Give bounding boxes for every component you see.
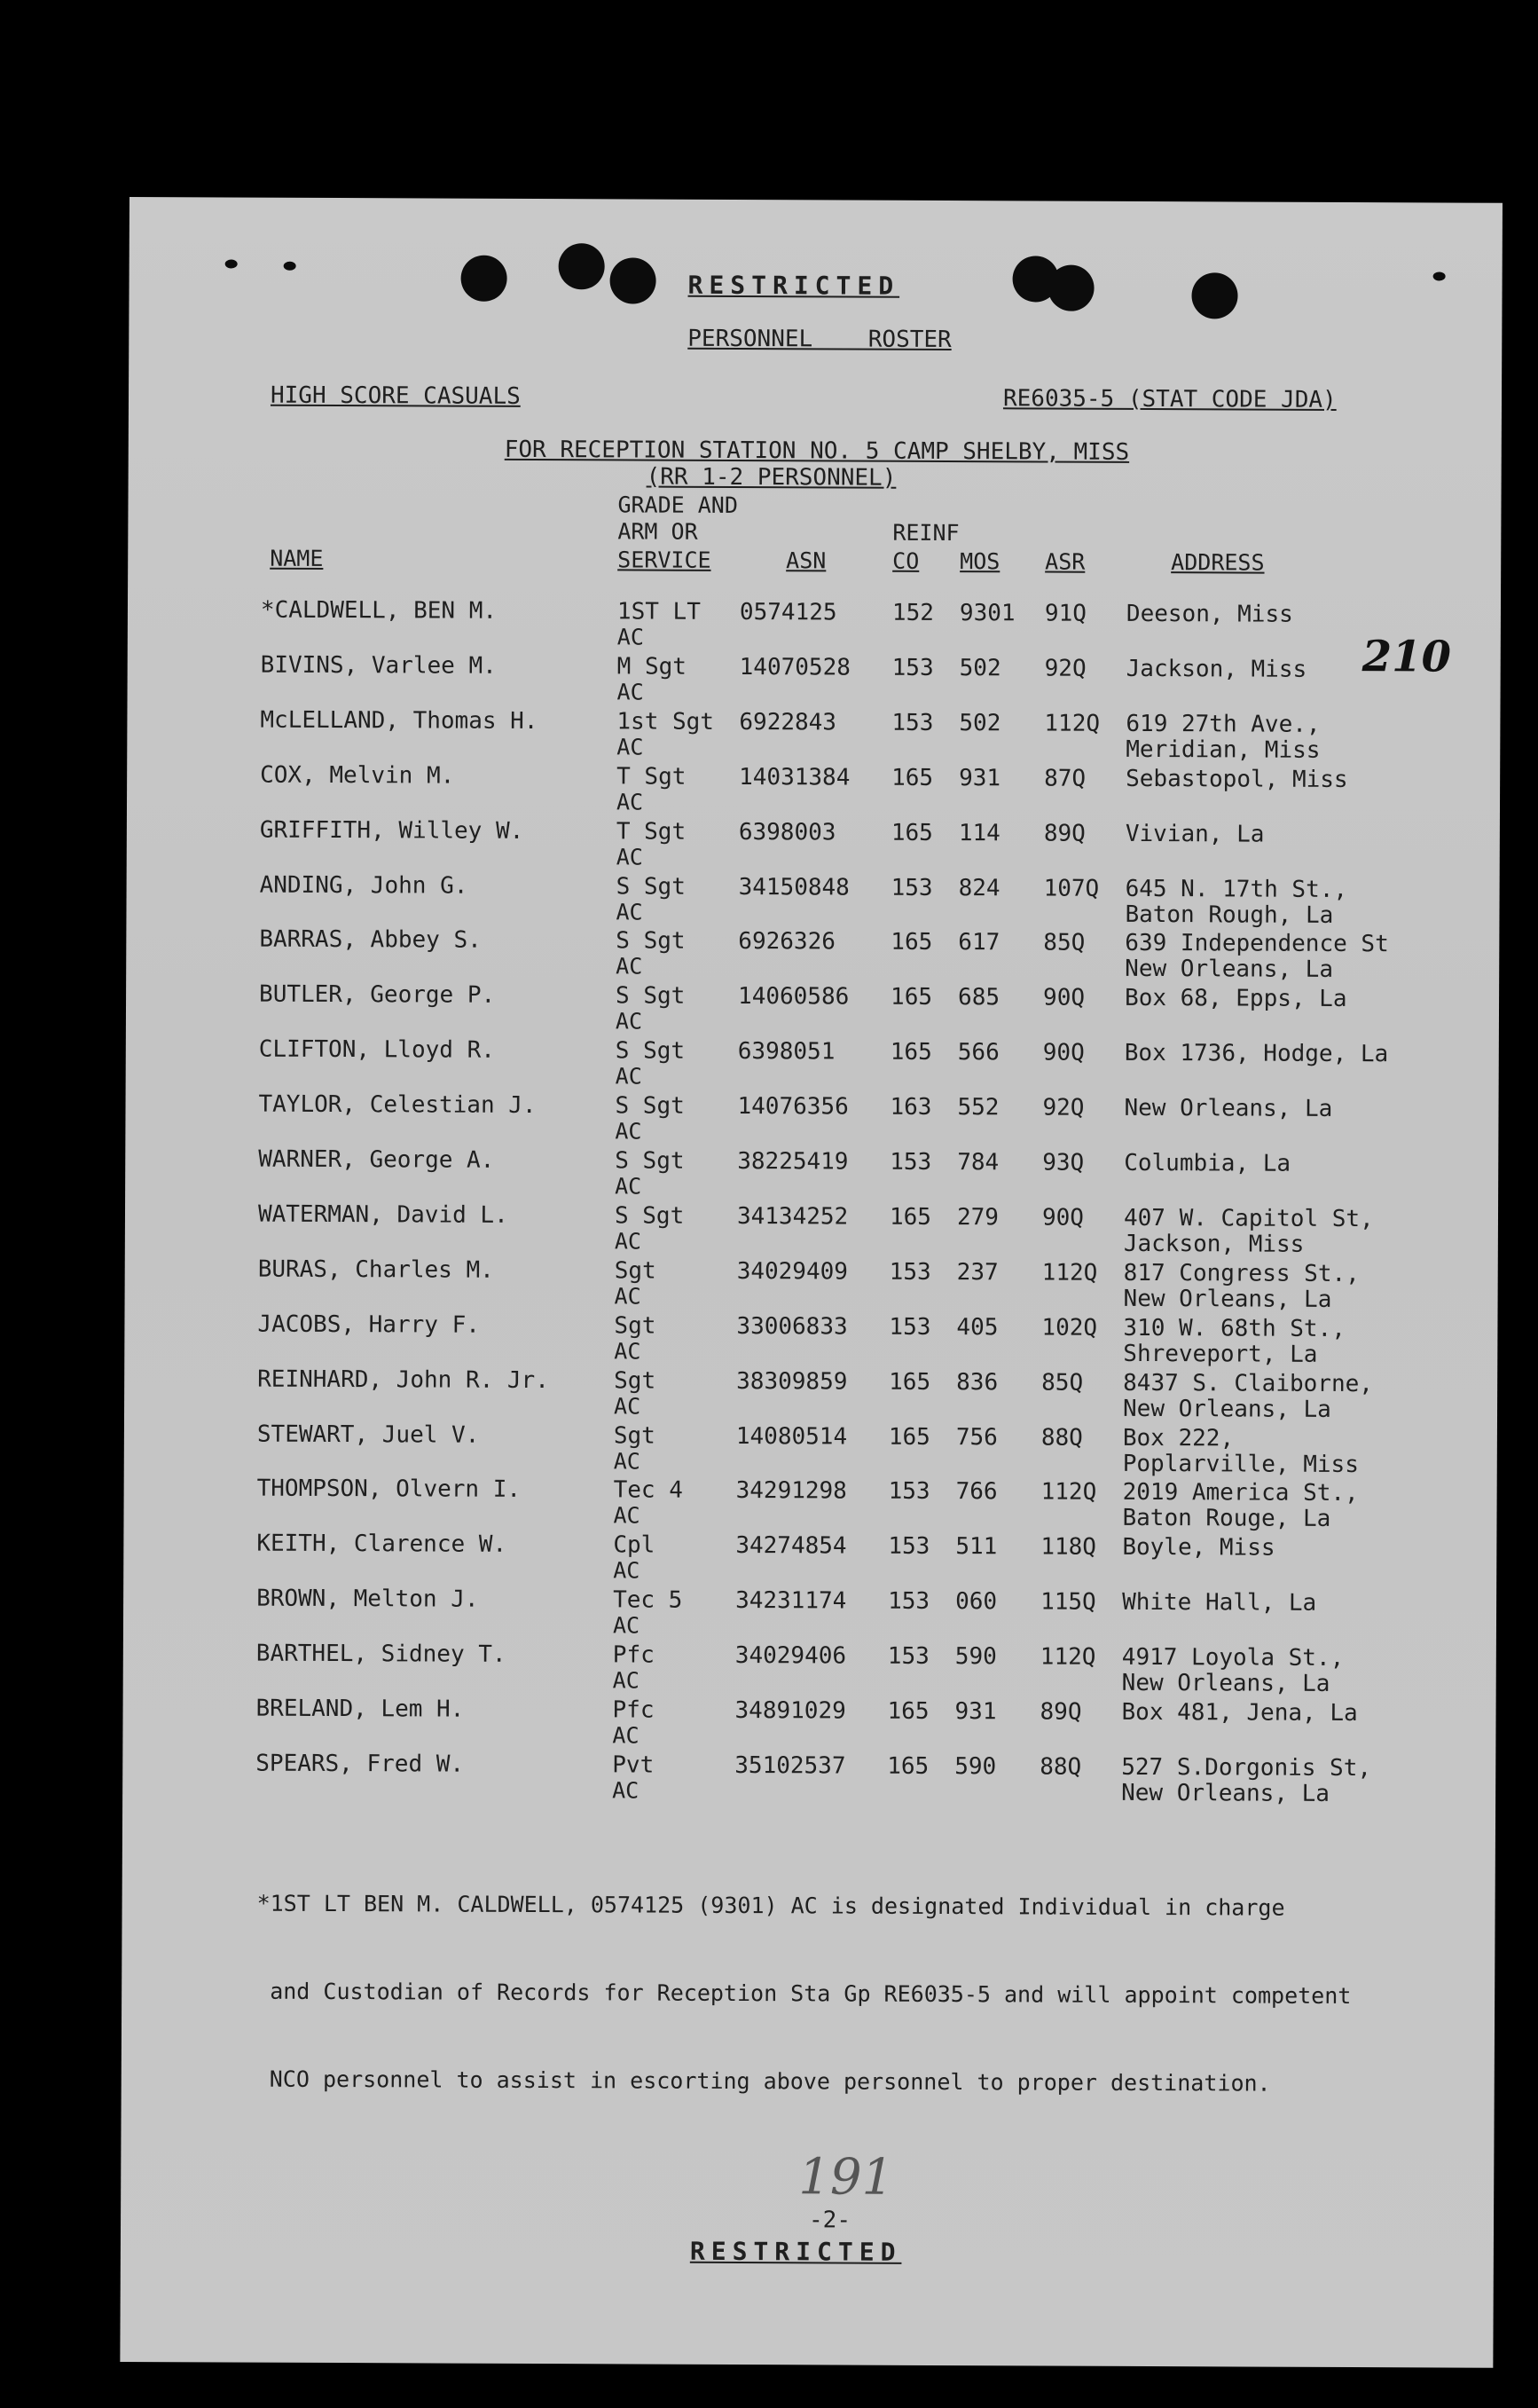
cell-co: 165 (891, 764, 934, 791)
cell-co: 163 (890, 1093, 932, 1121)
cell-addr2: Shreveport, La (1123, 1340, 1318, 1368)
cell-asn: 34029409 (736, 1257, 849, 1286)
cell-name: BURAS, Charles M. (257, 1255, 494, 1284)
cell-co: 153 (891, 709, 934, 736)
cell-co: 153 (890, 1148, 932, 1176)
cell-asr: 92Q (1044, 655, 1087, 682)
cell-addr1: 310 W. 68th St., (1123, 1314, 1346, 1342)
cell-grade: Sgt (613, 1421, 655, 1450)
cell-mos: 590 (954, 1643, 997, 1671)
cell-addr2: New Orleans, La (1123, 1285, 1332, 1313)
punch-hole (609, 257, 655, 303)
col-co: CO (892, 547, 920, 574)
cell-addr1: 619 27th Ave., (1126, 710, 1321, 738)
cell-addr2: New Orleans, La (1122, 1395, 1331, 1423)
cell-addr1: 639 Independence St (1125, 930, 1389, 958)
cell-co: 153 (888, 1478, 930, 1506)
cell-co: 165 (887, 1752, 930, 1780)
cell-name: BIVINS, Varlee M. (260, 651, 497, 680)
cell-asr: 93Q (1042, 1149, 1085, 1176)
cell-name: BARTHEL, Sidney T. (255, 1640, 506, 1668)
cell-co: 165 (888, 1423, 930, 1451)
cell-mos: 9301 (959, 600, 1016, 627)
cell-asn: 38309859 (736, 1367, 848, 1396)
cell-grade: S Sgt (615, 1092, 685, 1120)
cell-grade: Tec 5 (613, 1586, 683, 1614)
cell-addr1: 527 S.Dorgonis St, (1121, 1753, 1372, 1782)
cell-mos: 784 (957, 1149, 1000, 1176)
cell-grade: S Sgt (616, 872, 686, 901)
left-heading: HIGH SCORE CASUALS (270, 382, 521, 410)
cell-asr: 85Q (1043, 929, 1086, 957)
cell-co: 165 (889, 1368, 931, 1396)
cell-asn: 34150848 (738, 873, 850, 901)
cell-asn: 14031384 (739, 763, 851, 791)
cell-co: 153 (889, 1313, 931, 1341)
cell-co: 153 (888, 1587, 930, 1616)
cell-grade: Pfc (612, 1641, 655, 1669)
cell-asn: 34291298 (735, 1477, 847, 1505)
cell-mos: 836 (956, 1368, 999, 1396)
cell-grade: M Sgt (616, 653, 687, 681)
cell-name: BARRAS, Abbey S. (259, 926, 482, 955)
cell-grade: S Sgt (615, 1037, 686, 1065)
cell-arm: AC (613, 1557, 640, 1584)
cell-co: 153 (887, 1642, 930, 1671)
cell-asr: 90Q (1041, 1204, 1085, 1232)
cell-co: 153 (888, 1533, 930, 1561)
cell-mos: 511 (955, 1533, 998, 1561)
col-mos: MOS (960, 548, 1000, 575)
cell-addr2: Baton Rouge, La (1122, 1505, 1331, 1533)
cell-grade: Tec 4 (613, 1476, 683, 1505)
punch-hole (460, 256, 506, 302)
cell-asr: 115Q (1040, 1588, 1096, 1616)
cell-arm: AC (616, 953, 643, 980)
cell-arm: AC (614, 1228, 642, 1255)
cell-grade: Sgt (614, 1312, 656, 1340)
footnote-line: *1ST LT BEN M. CALDWELL, 0574125 (9301) AC is designated Individual in charge (256, 1890, 1285, 1921)
cell-asn: 14076356 (737, 1093, 849, 1121)
cell-name: TAYLOR, Celestian J. (258, 1090, 537, 1120)
cell-name: WARNER, George A. (258, 1145, 495, 1174)
cell-asn: 6398003 (738, 818, 836, 846)
cell-arm: AC (616, 679, 644, 705)
cell-asn: 34231174 (735, 1587, 847, 1615)
cell-asr: 102Q (1041, 1314, 1098, 1342)
cell-addr2: New Orleans, La (1125, 956, 1334, 984)
cell-mos: 566 (957, 1039, 1000, 1066)
cell-mos: 756 (955, 1423, 998, 1451)
cell-addr1: Box 1736, Hodge, La (1124, 1040, 1389, 1068)
cell-addr1: 817 Congress St., (1123, 1259, 1360, 1287)
cell-co: 165 (891, 929, 933, 956)
cell-grade: S Sgt (616, 982, 686, 1011)
cell-co: 153 (891, 874, 933, 901)
handwritten-number: 210 (1361, 632, 1452, 682)
cell-asn: 34029406 (734, 1642, 847, 1670)
cell-name: GRIFFITH, Willey W. (259, 816, 524, 845)
right-heading: RE6035-5 (STAT CODE JDA) (1002, 385, 1337, 413)
station-sub: (RR 1-2 PERSONNEL) (646, 463, 897, 492)
footnote-line: NCO personnel to assist in escorting above personnel to proper destination. (255, 2066, 1271, 2097)
cell-asr: 91Q (1044, 600, 1087, 627)
cell-name: STEWART, Juel V. (256, 1420, 480, 1449)
cell-mos: 552 (957, 1094, 1000, 1121)
punch-hole (1433, 271, 1446, 280)
cell-arm: AC (613, 1502, 640, 1529)
cell-name: SPEARS, Fred W. (255, 1750, 465, 1778)
restricted-header: RESTRICTED (687, 270, 900, 301)
cell-mos: 685 (958, 984, 1000, 1011)
cell-asr: 112Q (1040, 1478, 1097, 1507)
cell-asr: 112Q (1041, 1259, 1098, 1287)
roster-title: PERSONNEL ROSTER (687, 325, 952, 354)
cell-addr1: Columbia, La (1124, 1149, 1291, 1177)
cell-arm: AC (612, 1612, 640, 1639)
cell-asr: 90Q (1042, 1039, 1085, 1066)
cell-addr2: New Orleans, La (1121, 1669, 1330, 1698)
cell-arm: AC (612, 1667, 640, 1694)
restricted-footer: RESTRICTED (689, 2236, 902, 2267)
cell-co: 165 (891, 984, 933, 1011)
col-address: ADDRESS (1171, 549, 1265, 576)
cell-addr2: Baton Rough, La (1125, 901, 1334, 929)
cell-asr: 92Q (1042, 1094, 1085, 1121)
cell-asr: 87Q (1044, 765, 1087, 792)
cell-mos: 060 (955, 1588, 998, 1616)
cell-asr: 112Q (1040, 1643, 1096, 1671)
cell-mos: 237 (956, 1258, 999, 1287)
col-asr: ASR (1045, 548, 1086, 575)
cell-asn: 33006833 (736, 1312, 848, 1341)
cell-arm: AC (616, 843, 643, 870)
cell-arm: AC (616, 898, 643, 925)
cell-addr1: 2019 America St., (1122, 1479, 1359, 1507)
cell-addr1: Box 222, (1122, 1424, 1235, 1452)
cell-grade: Pvt (612, 1751, 655, 1779)
cell-mos: 502 (959, 654, 1001, 682)
cell-asn: 35102537 (734, 1751, 846, 1780)
cell-asn: 34891029 (734, 1696, 846, 1725)
col-asn: ASN (786, 547, 827, 574)
cell-grade: Sgt (614, 1257, 656, 1285)
cell-asn: 6398051 (737, 1038, 836, 1066)
cell-addr1: Jackson, Miss (1126, 655, 1307, 683)
cell-addr1: Box 68, Epps, La (1125, 985, 1347, 1013)
cell-grade: S Sgt (616, 927, 686, 956)
cell-mos: 405 (956, 1313, 999, 1341)
cell-co: 153 (891, 654, 934, 681)
cell-arm: AC (614, 1338, 641, 1365)
cell-name: *CALDWELL, BEN M. (260, 596, 498, 625)
cell-grade: Cpl (613, 1531, 655, 1559)
cell-addr1: 4917 Loyola St., (1121, 1643, 1345, 1672)
cell-asr: 90Q (1043, 984, 1086, 1012)
cell-addr2: Meridian, Miss (1126, 736, 1321, 764)
col-reinf: REINF (892, 519, 960, 547)
cell-mos: 279 (956, 1203, 1000, 1232)
footnote-line: and Custodian of Records for Reception Sta Gp RE6035-5 and will appoint competent (256, 1978, 1352, 2010)
cell-name: WATERMAN, David L. (257, 1200, 508, 1229)
cell-arm: AC (612, 1777, 640, 1804)
cell-addr1: Vivian, La (1125, 820, 1265, 848)
cell-asr: 112Q (1044, 710, 1101, 737)
cell-grade: Sgt (614, 1366, 656, 1395)
cell-co: 165 (891, 819, 933, 846)
cell-co: 165 (890, 1038, 932, 1066)
cell-asn: 38225419 (737, 1148, 849, 1176)
cell-addr1: Deeson, Miss (1126, 600, 1293, 628)
cell-asr: 89Q (1043, 820, 1086, 847)
cell-mos: 617 (958, 929, 1000, 956)
cell-arm: AC (616, 734, 644, 760)
page-number: -2- (808, 2207, 851, 2234)
cell-name: BUTLER, George P. (259, 980, 496, 1010)
cell-name: COX, Melvin M. (260, 761, 455, 790)
cell-arm: AC (615, 1118, 642, 1145)
cell-asn: 34134252 (736, 1202, 849, 1231)
punch-hole (284, 262, 296, 271)
cell-addr2: Poplarville, Miss (1122, 1450, 1359, 1478)
cell-grade: 1st Sgt (616, 708, 715, 736)
cell-asr: 88Q (1040, 1423, 1083, 1452)
cell-name: BRELAND, Lem H. (255, 1695, 465, 1723)
cell-asn: 34274854 (735, 1532, 847, 1560)
cell-grade: 1ST LT (616, 598, 701, 626)
cell-arm: AC (612, 1722, 640, 1749)
cell-mos: 590 (954, 1752, 997, 1781)
cell-arm: AC (615, 1008, 643, 1035)
cell-name: THOMPSON, Olvern I. (256, 1475, 522, 1504)
cell-addr2: New Orleans, La (1121, 1779, 1330, 1807)
punch-hole (1191, 272, 1237, 319)
cell-addr1: 8437 S. Claiborne, (1123, 1369, 1374, 1397)
cell-arm: AC (616, 789, 644, 815)
document-page (120, 197, 1503, 2368)
cell-name: BROWN, Melton J. (256, 1585, 479, 1613)
station-line: FOR RECEPTION STATION NO. 5 CAMP SHELBY, MISS (504, 436, 1130, 466)
cell-mos: 114 (958, 819, 1000, 846)
cell-addr1: White Hall, La (1122, 1589, 1317, 1617)
footnote (255, 1830, 1352, 2157)
cell-mos: 931 (954, 1698, 997, 1726)
cell-addr1: 645 N. 17th St., (1125, 875, 1348, 903)
cell-name: KEITH, Clarence W. (256, 1530, 507, 1559)
punch-hole (225, 259, 238, 268)
cell-addr1: New Orleans, La (1124, 1094, 1333, 1123)
cell-arm: AC (616, 624, 645, 650)
cell-addr2: Jackson, Miss (1123, 1230, 1305, 1258)
cell-asn: 6926326 (738, 928, 836, 956)
cell-co: 165 (887, 1697, 930, 1725)
cell-asn: 14080514 (735, 1422, 848, 1451)
handwritten-page: 191 (798, 2148, 894, 2207)
cell-name: ANDING, John G. (259, 871, 468, 900)
cell-asn: 0574125 (739, 599, 837, 626)
cell-co: 152 (891, 599, 934, 626)
col-grade-2: ARM OR (617, 518, 698, 545)
cell-addr1: Sebastopol, Miss (1126, 765, 1348, 793)
cell-mos: 766 (955, 1478, 998, 1506)
cell-arm: AC (614, 1283, 641, 1310)
cell-arm: AC (613, 1392, 641, 1420)
cell-mos: 502 (959, 709, 1001, 737)
cell-asr: 89Q (1040, 1698, 1082, 1726)
cell-asn: 14060586 (738, 983, 850, 1011)
cell-asr: 118Q (1040, 1533, 1097, 1562)
cell-asr: 85Q (1041, 1369, 1084, 1397)
cell-asn: 14070528 (739, 653, 851, 681)
cell-addr1: Box 481, Jena, La (1121, 1698, 1358, 1727)
cell-name: CLIFTON, Lloyd R. (258, 1035, 495, 1064)
cell-arm: AC (615, 1173, 642, 1200)
cell-addr1: Boyle, Miss (1122, 1534, 1275, 1562)
cell-grade: S Sgt (615, 1147, 685, 1175)
cell-asr: 107Q (1043, 875, 1100, 902)
cell-grade: T Sgt (616, 763, 687, 791)
cell-asr: 88Q (1040, 1753, 1082, 1781)
cell-co: 165 (889, 1203, 932, 1231)
cell-grade: T Sgt (616, 817, 687, 846)
cell-grade: Pfc (612, 1696, 655, 1724)
cell-name: REINHARD, John R. Jr. (257, 1365, 549, 1394)
cell-arm: AC (613, 1447, 640, 1475)
punch-hole (559, 243, 605, 289)
cell-co: 153 (889, 1258, 931, 1286)
cell-mos: 824 (958, 874, 1000, 901)
punch-hole (1048, 265, 1094, 311)
cell-arm: AC (615, 1063, 642, 1090)
cell-mos: 931 (959, 764, 1001, 791)
cell-grade: S Sgt (614, 1202, 685, 1230)
col-grade-3: SERVICE (617, 547, 711, 573)
cell-name: JACOBS, Harry F. (257, 1310, 480, 1339)
cell-addr1: 407 W. Capitol St, (1123, 1204, 1374, 1233)
cell-name: McLELLAND, Thomas H. (260, 706, 538, 735)
col-grade-1: GRADE AND (617, 492, 739, 518)
col-name: NAME (270, 545, 324, 571)
cell-asn: 6922843 (739, 708, 837, 736)
